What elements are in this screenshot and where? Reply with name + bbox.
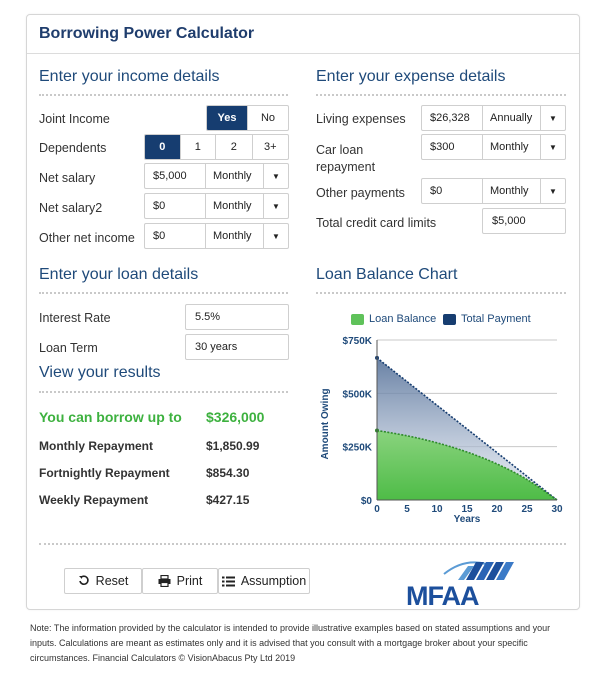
reset-icon xyxy=(78,575,90,587)
legend-swatch-total-payment xyxy=(443,314,456,325)
results-heading: View your results xyxy=(39,364,161,381)
chevron-down-icon[interactable]: ▼ xyxy=(272,231,280,241)
page-title: Borrowing Power Calculator xyxy=(39,25,255,42)
net-salary-label: Net salary xyxy=(39,171,96,185)
living-expenses-frequency-select[interactable]: Annually xyxy=(483,106,541,130)
print-button-label: Print xyxy=(176,574,203,588)
assumption-button-label: Assumption xyxy=(240,574,307,588)
other-payments-input[interactable]: $0 xyxy=(422,179,483,203)
other-payments-field xyxy=(421,178,566,204)
expense-divider xyxy=(316,94,566,96)
joint-income-toggle xyxy=(206,105,289,131)
expense-heading: Enter your expense details xyxy=(316,68,506,85)
x-tick-label: 10 xyxy=(431,504,443,515)
joint-yes-option[interactable]: Yes xyxy=(207,106,248,130)
interest-rate-input[interactable]: 5.5% xyxy=(185,304,289,330)
assumption-button[interactable] xyxy=(218,568,310,594)
credit-card-limits-input[interactable]: $5,000 xyxy=(482,208,566,234)
car-loan-label xyxy=(316,142,375,176)
mfaa-logo xyxy=(404,556,524,608)
monthly-repayment-value: $1,850.99 xyxy=(206,439,260,453)
monthly-repayment-label: Monthly Repayment xyxy=(39,439,154,453)
logo-text: MFAA xyxy=(406,581,479,608)
print-icon xyxy=(158,575,171,587)
weekly-repayment-value: $427.15 xyxy=(206,493,250,507)
x-tick-label: 15 xyxy=(461,504,473,515)
other-income-input[interactable]: $0 xyxy=(145,224,206,248)
chevron-down-icon[interactable]: ▼ xyxy=(272,171,280,181)
dependents-label: Dependents xyxy=(39,141,107,155)
x-tick-label: 0 xyxy=(374,504,380,515)
y-tick-label: $0 xyxy=(360,496,372,507)
other-payments-label: Other payments xyxy=(316,186,405,200)
net-salary2-input[interactable]: $0 xyxy=(145,194,206,218)
income-heading: Enter your income details xyxy=(39,68,220,85)
joint-income-label: Joint Income xyxy=(39,112,110,126)
car-loan-input[interactable]: $300 xyxy=(422,135,483,159)
chevron-down-icon[interactable]: ▼ xyxy=(549,113,557,123)
living-expenses-field xyxy=(421,105,566,131)
legend-swatch-loan-balance xyxy=(351,314,364,325)
net-salary-frequency-select[interactable]: Monthly xyxy=(206,164,264,188)
dependents-3plus-option[interactable]: 3+ xyxy=(263,141,277,153)
y-tick-label: $750K xyxy=(342,336,372,347)
interest-rate-label: Interest Rate xyxy=(39,311,111,325)
x-axis-label: Years xyxy=(453,514,481,525)
title-divider xyxy=(27,53,579,54)
loan-term-input[interactable]: 30 years xyxy=(185,334,289,360)
chart-heading: Loan Balance Chart xyxy=(316,266,458,283)
other-payments-frequency-select[interactable]: Monthly xyxy=(483,179,541,203)
other-income-label: Other net income xyxy=(39,231,135,245)
legend-label-loan-balance: Loan Balance xyxy=(369,313,437,325)
credit-card-limits-label: Total credit card limits xyxy=(316,216,437,230)
weekly-repayment-label: Weekly Repayment xyxy=(39,493,149,507)
dependents-0-option[interactable]: 0 xyxy=(145,135,181,159)
fortnightly-repayment-value: $854.30 xyxy=(206,466,250,480)
car-loan-field xyxy=(421,134,566,160)
car-loan-frequency-select[interactable]: Monthly xyxy=(483,135,541,159)
results-divider xyxy=(39,391,288,393)
dependents-2-option[interactable]: 2 xyxy=(216,135,253,159)
reset-button-label: Reset xyxy=(95,574,129,588)
legend-label-total-payment: Total Payment xyxy=(461,313,531,325)
net-salary2-label: Net salary2 xyxy=(39,201,103,215)
dependents-1-option[interactable]: 1 xyxy=(181,135,217,159)
legend-loan-balance xyxy=(351,313,436,325)
other-income-field xyxy=(144,223,289,249)
loan-balance-chart xyxy=(310,328,580,528)
y-tick-label: $250K xyxy=(342,442,372,454)
loan-term-label: Loan Term xyxy=(39,341,98,355)
borrow-amount: $326,000 xyxy=(206,409,265,425)
print-button[interactable] xyxy=(142,568,218,594)
x-tick-label: 5 xyxy=(404,504,410,515)
car-loan-label-line2: repayment xyxy=(316,160,376,174)
joint-no-option[interactable]: No xyxy=(260,112,276,124)
chevron-down-icon[interactable]: ▼ xyxy=(549,186,557,196)
living-expenses-label: Living expenses xyxy=(316,112,406,126)
fortnightly-repayment-label: Fortnightly Repayment xyxy=(39,466,170,480)
y-tick-label: $500K xyxy=(342,389,372,401)
disclaimer-note: Note: The information provided by the calculator is intended to provide illustrative examples based on stated assumptions and your inputs. Calculations are meant as estimates only and it is advised that you consult with a mortgage broker about your specific circumstances. Financial Calculators © VisionAbacus Pty Ltd 2019 xyxy=(30,623,551,663)
net-salary2-frequency-select[interactable]: Monthly xyxy=(206,194,264,218)
x-tick-label: 25 xyxy=(521,504,533,515)
x-tick-label: 30 xyxy=(551,504,563,515)
y-axis-label: Amount Owing xyxy=(320,388,331,460)
loan-divider xyxy=(39,292,288,294)
chevron-down-icon[interactable]: ▼ xyxy=(549,142,557,152)
car-loan-label-line1: Car loan xyxy=(316,143,364,157)
reset-button[interactable] xyxy=(64,568,142,594)
dependents-selector xyxy=(144,134,289,160)
income-divider xyxy=(39,94,288,96)
net-salary-input[interactable]: $5,000 xyxy=(145,164,206,188)
net-salary2-field xyxy=(144,193,289,219)
legend-total-payment xyxy=(443,313,531,325)
borrow-label: You can borrow up to xyxy=(39,409,182,425)
other-income-frequency-select[interactable]: Monthly xyxy=(206,224,264,248)
loan-heading: Enter your loan details xyxy=(39,266,199,283)
living-expenses-input[interactable]: $26,328 xyxy=(422,106,483,130)
x-tick-label: 20 xyxy=(491,504,503,515)
net-salary-field xyxy=(144,163,289,189)
chart-divider xyxy=(316,292,566,294)
chevron-down-icon[interactable]: ▼ xyxy=(272,201,280,211)
list-icon xyxy=(222,576,235,587)
bottom-divider xyxy=(39,543,566,545)
